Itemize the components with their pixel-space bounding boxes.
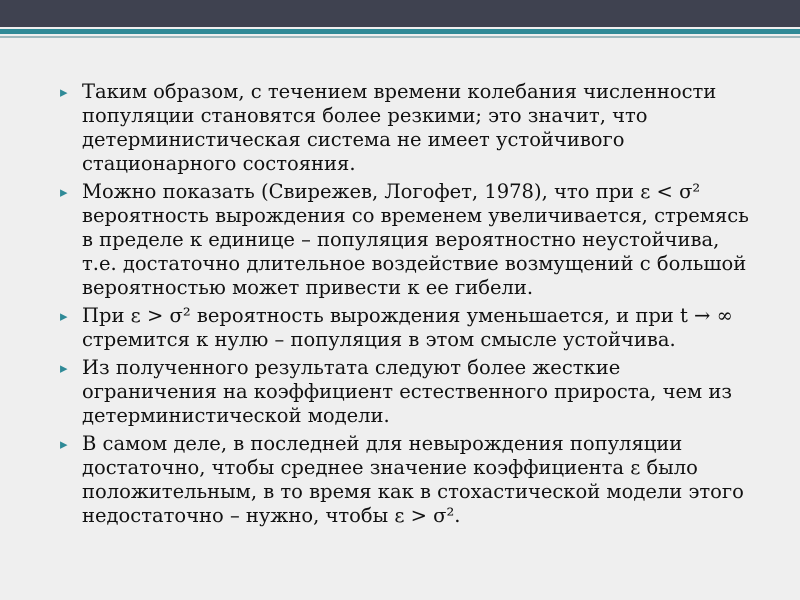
bullet-arrow-icon: ▸ (60, 435, 68, 453)
bullet-text: При ε > σ² вероятность вырождения уменьшается, и при t → ∞ стремится к нулю – популяция в этом смысле устойчива. (82, 304, 733, 351)
accent-stripe-thin (0, 36, 800, 38)
bullet-arrow-icon: ▸ (60, 359, 68, 377)
bullet-item (60, 80, 760, 176)
header-bar (0, 0, 800, 27)
bullet-arrow-icon: ▸ (60, 183, 68, 201)
bullet-item (60, 180, 760, 300)
bullet-item (60, 432, 760, 528)
bullet-item (60, 356, 760, 428)
bullet-list (60, 80, 760, 532)
bullet-arrow-icon: ▸ (60, 307, 68, 325)
bullet-arrow-icon: ▸ (60, 83, 68, 101)
accent-stripe (0, 29, 800, 34)
bullet-item (60, 304, 760, 352)
bullet-text: Можно показать (Свирежев, Логофет, 1978), что при ε < σ² вероятность вырождения со временем увеличивается, стремясь в пределе к единице – популяция вероятностно неустойчива, т.е. достаточно длительное воздействие возмущений с большой вероятностью может привести к ее гибели. (82, 180, 749, 299)
bullet-text: В самом деле, в последней для невырождения популяции достаточно, чтобы среднее значение коэффициента ε было положительным, в то время как в стохастической модели этого недостаточно – нужно, чтобы ε > σ². (82, 432, 744, 527)
bullet-text: Из полученного результата следуют более жесткие ограничения на коэффициент естественного прироста, чем из детерминистической модели. (82, 356, 733, 427)
bullet-text: Таким образом, с течением времени колебания численности популяции становятся более резкими; это значит, что детерминистическая система не имеет устойчивого стационарного состояния. (82, 80, 717, 175)
